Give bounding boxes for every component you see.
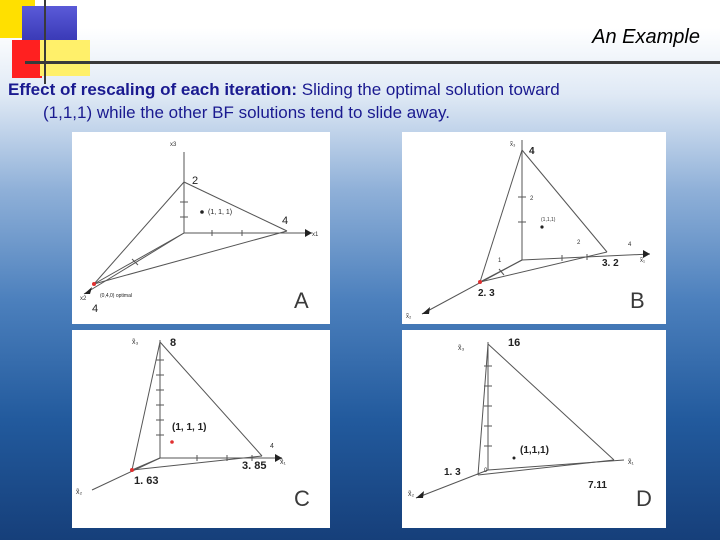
panel-a-label-top: 2	[192, 175, 199, 187]
panel-b	[402, 132, 666, 324]
panel-b-diagram	[402, 132, 666, 324]
panel-c-letter: C	[294, 486, 310, 511]
panel-b-tick-right2: 4	[628, 242, 632, 248]
panel-a-label-right: 4	[282, 215, 289, 227]
panel-b-tick-bottom: 1	[498, 258, 502, 264]
panel-c-label-right: 3. 85	[242, 460, 267, 472]
panel-b-tick-top: 2	[530, 196, 534, 202]
panel-b-axis-top: x̃₃	[510, 142, 516, 148]
panel-c-axis-left: x̃₂	[76, 489, 83, 496]
panel-b-axis-left: x̃₂	[406, 314, 412, 320]
panel-c-point-label: (1, 1, 1)	[172, 422, 207, 433]
panel-a-axis-x3: x3	[170, 142, 177, 148]
panel-a-letter: A	[294, 288, 309, 313]
panel-c	[72, 330, 330, 528]
panel-c-label-top: 8	[170, 337, 177, 349]
panel-a-label-bottom: 4	[92, 303, 99, 315]
panel-d	[402, 330, 666, 528]
slide-title: An Example	[592, 26, 700, 48]
deco-yellow-square-2	[40, 40, 90, 76]
panel-b-label-bottom: 2. 3	[478, 288, 495, 299]
panel-a-diagram	[72, 132, 330, 324]
panel-c-axis-right: x̃₁	[280, 459, 286, 466]
panel-b-point-label: (1,1,1)	[541, 217, 556, 223]
panel-c-tick-right: 4	[270, 443, 274, 450]
panel-c-label-bottom: 1. 63	[134, 475, 159, 487]
panel-d-label-top: 16	[508, 337, 521, 349]
panel-d-label-bottom: 1. 3	[444, 467, 461, 478]
panel-d-axis-right: x̃₁	[628, 459, 634, 466]
panel-a-axis-x2: x2	[80, 296, 87, 302]
panel-a	[72, 132, 330, 324]
panel-b-letter: B	[630, 288, 645, 313]
deco-vertical-line	[44, 0, 46, 84]
heading-bold: Effect of rescaling of each iteration:	[8, 80, 298, 99]
panel-b-axis-right: x̃₁	[640, 258, 646, 264]
panel-d-origin-label: 0	[484, 468, 488, 474]
panel-d-axis-left: x̃₂	[408, 491, 415, 498]
heading-text	[8, 78, 708, 124]
panel-c-diagram	[72, 330, 330, 528]
panel-a-point-label: (1, 1, 1)	[208, 209, 233, 216]
title-underline	[25, 61, 720, 64]
panel-d-diagram	[402, 330, 666, 528]
panel-a-axis-x1: x1	[312, 232, 319, 238]
panel-d-axis-top: x̃₃	[458, 345, 465, 352]
panel-d-letter: D	[636, 486, 652, 511]
panel-b-label-right: 3. 2	[602, 258, 619, 269]
panel-d-label-right: 7.11	[588, 480, 607, 491]
heading-rest: Sliding the optimal solution toward	[297, 80, 560, 99]
panel-c-axis-top: x̃₃	[132, 339, 139, 346]
panel-b-tick-right: 2	[577, 240, 581, 246]
panel-b-label-top: 4	[529, 146, 535, 157]
panel-a-optimal-label: (0,4,0) optimal	[100, 293, 132, 299]
panel-d-point-label: (1,1,1)	[520, 445, 549, 456]
deco-red-square	[12, 40, 42, 78]
heading-line2: (1,1,1) while the other BF solutions tend to slide away.	[43, 103, 450, 122]
